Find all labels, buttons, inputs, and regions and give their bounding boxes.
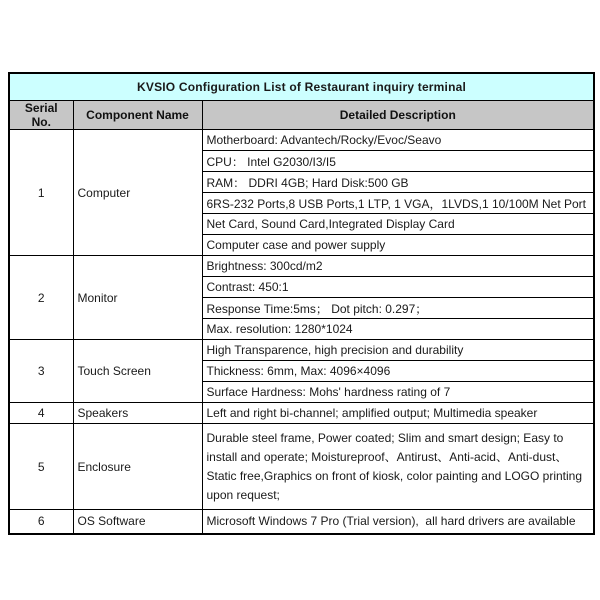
table-row xyxy=(9,403,594,424)
table-row xyxy=(9,130,594,151)
title-row xyxy=(9,73,594,101)
table-row xyxy=(9,340,594,361)
table-row xyxy=(9,424,594,510)
column-header-serial: Serial No. xyxy=(9,101,73,130)
description-cell: Thickness: 6mm, Max: 4096×4096 xyxy=(202,361,594,382)
component-cell-os-software: OS Software xyxy=(73,510,202,534)
description-cell: Net Card, Sound Card,Integrated Display Card xyxy=(202,214,594,235)
description-cell: High Transparence, high precision and durability xyxy=(202,340,594,361)
component-cell-speakers: Speakers xyxy=(73,403,202,424)
description-cell: Left and right bi-channel; amplified output; Multimedia speaker xyxy=(202,403,594,424)
header-row xyxy=(9,101,594,130)
description-cell: Response Time:5ms； Dot pitch: 0.297； xyxy=(202,298,594,319)
description-cell: Microsoft Windows 7 Pro (Trial version), all hard drivers are available xyxy=(202,510,594,534)
description-cell: Max. resolution: 1280*1024 xyxy=(202,319,594,340)
description-cell: CPU： Intel G2030/I3/I5 xyxy=(202,151,594,172)
description-cell: Brightness: 300cd/m2 xyxy=(202,256,594,277)
configuration-table-wrapper xyxy=(8,72,595,535)
description-cell: Computer case and power supply xyxy=(202,235,594,256)
description-cell: RAM： DDRI 4GB; Hard Disk:500 GB xyxy=(202,172,594,193)
component-cell-computer: Computer xyxy=(73,130,202,256)
description-cell: 6RS-232 Ports,8 USB Ports,1 LTP, 1 VGA，1LVDS,1 10/100M Net Port xyxy=(202,193,594,214)
serial-cell-6: 6 xyxy=(9,510,73,534)
table-row xyxy=(9,256,594,277)
serial-cell-1: 1 xyxy=(9,130,73,256)
description-cell: Contrast: 450:1 xyxy=(202,277,594,298)
description-cell: Durable steel frame, Power coated; Slim and smart design; Easy to install and operate; Moistureproof、Antirust、Anti-acid、Anti-dust、Static free,Graphics on front of kiosk, color painting and LOGO printing upon request; xyxy=(202,424,594,510)
serial-cell-5: 5 xyxy=(9,424,73,510)
serial-cell-3: 3 xyxy=(9,340,73,403)
column-header-component: Component Name xyxy=(73,101,202,130)
component-cell-enclosure: Enclosure xyxy=(73,424,202,510)
configuration-table xyxy=(8,72,595,535)
description-cell: Surface Hardness: Mohs' hardness rating of 7 xyxy=(202,382,594,403)
component-cell-monitor: Monitor xyxy=(73,256,202,340)
serial-cell-2: 2 xyxy=(9,256,73,340)
table-row xyxy=(9,510,594,534)
description-cell: Motherboard: Advantech/Rocky/Evoc/Seavo xyxy=(202,130,594,151)
column-header-description: Detailed Description xyxy=(202,101,594,130)
component-cell-touch-screen: Touch Screen xyxy=(73,340,202,403)
serial-cell-4: 4 xyxy=(9,403,73,424)
table-title: KVSIO Configuration List of Restaurant inquiry terminal xyxy=(9,73,594,101)
